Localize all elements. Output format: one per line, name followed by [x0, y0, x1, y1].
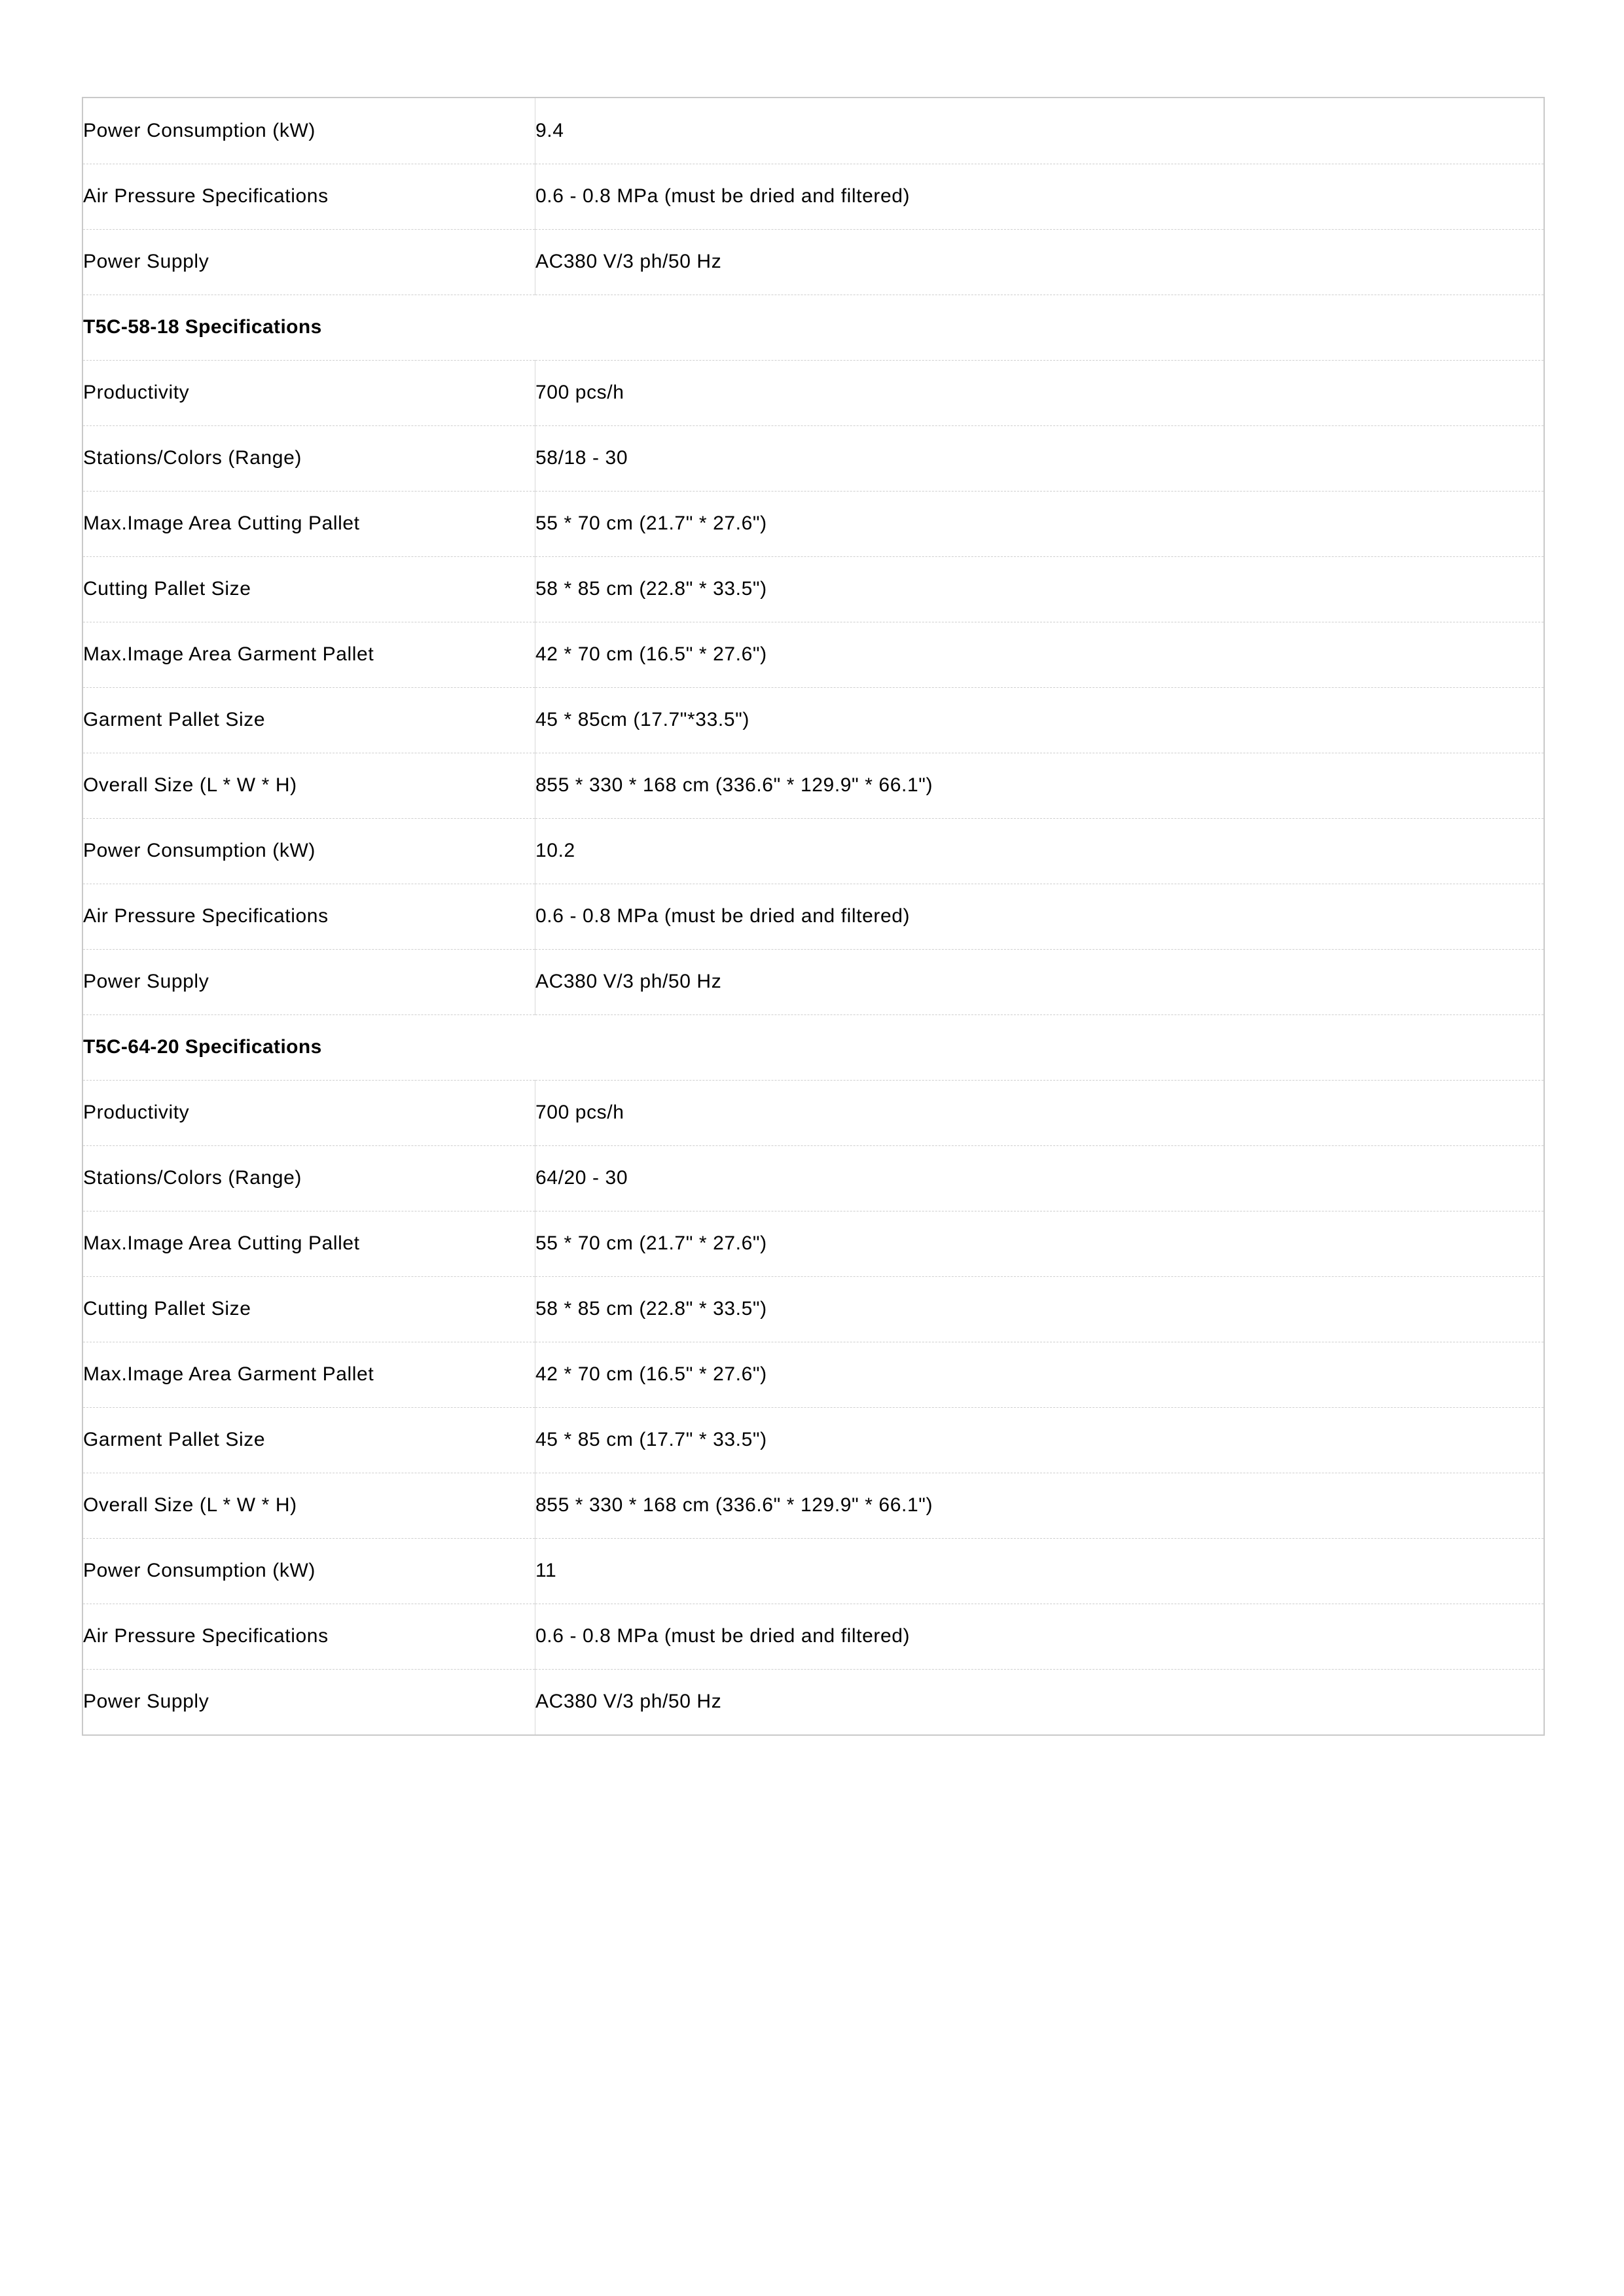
spec-label: Air Pressure Specifications	[83, 1604, 535, 1669]
table-row	[83, 1407, 1543, 1473]
spec-label: Power Supply	[83, 949, 535, 1014]
specifications-table-container	[82, 97, 1545, 1736]
spec-label: Max.Image Area Cutting Pallet	[83, 1211, 535, 1276]
spec-value: 11	[535, 1538, 1544, 1604]
table-row	[83, 491, 1543, 556]
spec-label: Stations/Colors (Range)	[83, 425, 535, 491]
table-row	[83, 1473, 1543, 1538]
spec-label: Power Supply	[83, 229, 535, 295]
spec-value: AC380 V/3 ph/50 Hz	[535, 229, 1544, 295]
spec-label: Air Pressure Specifications	[83, 884, 535, 949]
spec-label: Productivity	[83, 360, 535, 425]
table-row	[83, 1276, 1543, 1342]
spec-label: Productivity	[83, 1080, 535, 1145]
table-row	[83, 229, 1543, 295]
table-row	[83, 687, 1543, 753]
spec-value: 55 * 70 cm (21.7" * 27.6")	[535, 1211, 1544, 1276]
spec-value: 45 * 85cm (17.7"*33.5")	[535, 687, 1544, 753]
spec-value: 58 * 85 cm (22.8" * 33.5")	[535, 556, 1544, 622]
table-row	[83, 164, 1543, 229]
spec-label: Power Consumption (kW)	[83, 1538, 535, 1604]
spec-value: AC380 V/3 ph/50 Hz	[535, 1691, 722, 1713]
table-row	[83, 622, 1543, 687]
table-section-row	[83, 1014, 1543, 1080]
table-row	[83, 1080, 1543, 1145]
spec-label: Power Consumption (kW)	[83, 818, 535, 884]
spec-value: 45 * 85 cm (17.7" * 33.5")	[535, 1407, 1544, 1473]
table-row	[83, 1538, 1543, 1604]
spec-value: 64/20 - 30	[535, 1145, 1544, 1211]
spec-label: Overall Size (L * W * H)	[83, 1473, 535, 1538]
spec-value: 0.6 - 0.8 MPa (must be dried and filtered)	[535, 164, 1544, 229]
table-row	[83, 818, 1543, 884]
spec-label: Garment Pallet Size	[83, 1407, 535, 1473]
table-row	[83, 98, 1543, 164]
table-row	[83, 556, 1543, 622]
table-row	[83, 1669, 1543, 1734]
spec-value: 855 * 330 * 168 cm (336.6" * 129.9" * 66.1")	[535, 1473, 1544, 1538]
specifications-table	[83, 98, 1543, 1734]
table-row	[83, 360, 1543, 425]
table-row	[83, 753, 1543, 818]
spec-value: 9.4	[535, 98, 1544, 164]
section-heading: T5C-64-20 Specifications	[83, 1014, 1543, 1080]
spec-value: 58 * 85 cm (22.8" * 33.5")	[535, 1276, 1544, 1342]
spec-value: 58/18 - 30	[535, 425, 1544, 491]
table-row	[83, 884, 1543, 949]
table-row	[83, 425, 1543, 491]
spec-label: Power Supply	[83, 1669, 535, 1734]
spec-value: 700 pcs/h	[535, 360, 1544, 425]
specifications-table-body	[83, 98, 1543, 1734]
spec-label: Garment Pallet Size	[83, 687, 535, 753]
spec-label: Power Consumption (kW)	[83, 98, 535, 164]
spec-value: 42 * 70 cm (16.5" * 27.6")	[535, 1342, 1544, 1407]
spec-value: 10.2	[535, 818, 1544, 884]
spec-value: AC380 V/3 ph/50 Hz	[535, 949, 1544, 1014]
spec-label: Overall Size (L * W * H)	[83, 753, 535, 818]
spec-value: 0.6 - 0.8 MPa (must be dried and filtered)	[535, 884, 1544, 949]
spec-value: 0.6 - 0.8 MPa (must be dried and filtered)	[535, 1604, 1544, 1669]
spec-label: Cutting Pallet Size	[83, 556, 535, 622]
spec-value: 700 pcs/h	[535, 1080, 1544, 1145]
table-row	[83, 949, 1543, 1014]
table-section-row	[83, 295, 1543, 360]
spec-value: 55 * 70 cm (21.7" * 27.6")	[535, 491, 1544, 556]
spec-label: Cutting Pallet Size	[83, 1276, 535, 1342]
table-row	[83, 1211, 1543, 1276]
section-heading: T5C-58-18 Specifications	[83, 295, 1543, 360]
spec-label: Max.Image Area Garment Pallet	[83, 1342, 535, 1407]
table-row	[83, 1604, 1543, 1669]
table-row	[83, 1145, 1543, 1211]
spec-value: 855 * 330 * 168 cm (336.6" * 129.9" * 66.1")	[535, 753, 1544, 818]
spec-label: Max.Image Area Garment Pallet	[83, 622, 535, 687]
spec-value: 42 * 70 cm (16.5" * 27.6")	[535, 622, 1544, 687]
table-row	[83, 1342, 1543, 1407]
spec-label: Stations/Colors (Range)	[83, 1145, 535, 1211]
spec-label: Air Pressure Specifications	[83, 164, 535, 229]
spec-label: Max.Image Area Cutting Pallet	[83, 491, 535, 556]
